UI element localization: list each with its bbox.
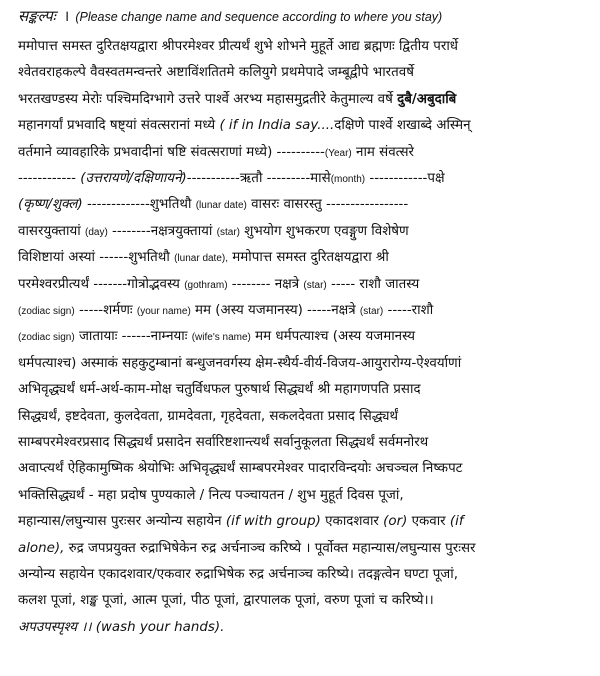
text-segment: (if with group) bbox=[225, 514, 321, 530]
text-line bbox=[18, 192, 584, 218]
text-segment: जातायाः ------नाम्नयाः bbox=[74, 329, 192, 345]
text-line bbox=[18, 562, 584, 588]
heading-note: (Please change name and sequence according to where you stay) bbox=[75, 10, 443, 24]
text-line bbox=[18, 272, 584, 298]
text-segment: (star) bbox=[216, 226, 240, 238]
sankalpa-heading bbox=[18, 6, 442, 30]
heading-separator: । bbox=[63, 7, 70, 25]
text-segment: ------------पक्षे bbox=[365, 171, 445, 186]
text-line bbox=[18, 351, 584, 377]
text-segment: (month) bbox=[330, 174, 366, 185]
text-line bbox=[18, 615, 584, 641]
text-line bbox=[18, 219, 584, 245]
text-segment: ------------ bbox=[18, 171, 81, 186]
text-segment: (wife's name) bbox=[191, 332, 251, 344]
text-line bbox=[18, 113, 584, 139]
text-segment: -------- नक्षत्रे bbox=[227, 276, 304, 292]
text-segment: मम धर्मपत्याश्च (अस्य यजमानस्य bbox=[250, 329, 416, 345]
text-line bbox=[18, 404, 584, 430]
text-line bbox=[18, 430, 584, 456]
text-line bbox=[18, 298, 584, 324]
text-segment: एकवार bbox=[407, 514, 450, 530]
text-segment: मम (अस्य यजमानस्य) -----नक्षत्रे bbox=[190, 303, 360, 318]
text-segment: महानगर्यां प्रभवादि षष्ट्यां संवत्सरानां मध्ये bbox=[18, 118, 220, 134]
text-segment: (star) bbox=[303, 279, 327, 291]
text-segment: -----राशौ bbox=[383, 303, 434, 318]
text-segment: वासरः वासरस्तु ----------------- bbox=[246, 197, 409, 213]
text-segment: दुबै/अबुदाबि bbox=[397, 91, 457, 107]
text-segment: अपउपस्पृश्य ।। (wash your hands). bbox=[18, 619, 225, 635]
text-segment: ----- राशौ जातस्य bbox=[326, 276, 420, 292]
text-line bbox=[18, 166, 584, 192]
text-segment: (Year) bbox=[324, 147, 352, 159]
text-segment: अवाप्त्यर्थं ऐहिकामुष्मिक श्रेयोभिः अभिवृद्ध्यर्थं साम्बपरमेश्वर पादारविन्दयोः अचञ्चल निष्कपट bbox=[18, 461, 463, 477]
text-segment: वासरयुक्तायां bbox=[18, 223, 85, 239]
text-segment: सिद्ध्यर्थं, इष्टदेवता, कुलदेवता, ग्रामदेवता, गृहदेवता, सकलदेवता प्रसाद सिद्ध्यर्थं bbox=[18, 408, 399, 424]
text-line bbox=[18, 34, 584, 60]
text-segment: ममोपात्त समस्त दुरितक्षयद्वारा श्रीपरमेश्वर प्रीत्यर्थं शुभे शोभने मुहूर्ते आद्य ब्रह्मणः द्वितीय परार्धे bbox=[18, 39, 459, 54]
text-segment: alone), bbox=[18, 540, 65, 556]
text-segment: --------नक्षत्रयुक्तायां bbox=[107, 223, 217, 239]
text-segment: रुद्र जपप्रयुक्त रुद्राभिषेकेन रुद्र अर्चनाञ्च करिष्ये । पूर्वोक्त महान्यास/लघुन्यास पुरःसर bbox=[64, 540, 476, 556]
text-segment: (lunar date) bbox=[195, 200, 247, 212]
text-segment: परमेश्वरप्रीत्यर्थं -------गोत्रोद्भवस्य bbox=[18, 276, 185, 292]
text-line bbox=[18, 377, 584, 403]
text-segment: वर्तमाने व्यावहारिके प्रभवादीनां षष्टि संवत्सराणां मध्ये) ---------- bbox=[18, 144, 325, 160]
text-segment: (your name) bbox=[136, 306, 191, 317]
text-line bbox=[18, 483, 584, 509]
text-segment: एकादशवार bbox=[320, 514, 384, 530]
text-segment: विशिष्टायां अस्यां ------शुभतिथौ bbox=[18, 250, 175, 266]
text-segment: शुभयोग शुभकरण एवङ्गुण विशेषेण bbox=[240, 223, 409, 239]
text-segment: (zodiac sign) bbox=[18, 332, 75, 344]
text-segment: कलश पूजां, शङ्ख पूजां, आत्म पूजां, पीठ पूजां, द्वारपालक पूजां, वरुण पूजां च करिष्ये।। bbox=[18, 593, 434, 609]
text-segment: (day) bbox=[84, 226, 108, 238]
text-segment: -----------ऋतौ ---------मासे bbox=[186, 171, 331, 186]
text-segment: श्वेतवराहकल्पे वैवस्वतमन्वन्तरे अष्टाविंशतितमे कलियुगे प्रथमेपादे जम्बूद्वीपे भारतवर्षे bbox=[18, 65, 414, 81]
text-segment: (lunar date), bbox=[174, 253, 229, 265]
text-segment: ममोपात्त समस्त दुरितक्षयद्वारा श्री bbox=[228, 250, 389, 266]
text-segment: (कृष्ण/शुक्ल) bbox=[18, 197, 83, 213]
text-segment: धर्मपत्याश्च) अस्माकं सहकुटुम्बानां बन्धुजनवर्गस्य क्षेम-स्थैर्य-वीर्य-विजय-आयुरारोग्य-ऐश्वर्याणां bbox=[18, 355, 462, 371]
text-segment: महान्यास/लघुन्यास पुरःसर अन्योन्य सहायेन bbox=[18, 514, 226, 530]
text-line bbox=[18, 87, 584, 113]
text-segment: नाम संवत्सरे bbox=[351, 144, 415, 160]
text-segment: अभिवृद्ध्यर्थं धर्म-अर्थ-काम-मोक्ष चतुर्विधफल पुरुषार्थ सिद्ध्यर्थं श्री महागणपति प्रसाद bbox=[18, 382, 421, 398]
text-line bbox=[18, 588, 584, 614]
text-line bbox=[18, 456, 584, 482]
text-line bbox=[18, 140, 584, 166]
text-segment: (or) bbox=[383, 514, 408, 530]
text-segment: (zodiac sign) bbox=[18, 306, 75, 317]
text-line bbox=[18, 245, 584, 271]
heading-sanskrit: सङ्कल्पः bbox=[18, 7, 56, 25]
text-segment: -------------शुभतिथौ bbox=[82, 197, 196, 213]
text-segment: दक्षिणे पार्श्वे शखाब्दे अस्मिन् bbox=[334, 118, 471, 134]
text-segment: भरतखण्डस्य मेरोः पश्चिमदिग्भागे उत्तरे पार्श्वे अरभ्य महासमुद्रतीरे केतुमाल्य वर्षे bbox=[18, 91, 398, 107]
text-line bbox=[18, 324, 584, 350]
text-segment: (star) bbox=[359, 306, 384, 317]
text-segment: (if bbox=[449, 514, 464, 530]
text-segment: (उत्तरायणे/दक्षिणायने) bbox=[80, 171, 187, 186]
text-segment: (gothram) bbox=[184, 279, 228, 291]
text-segment: ( if in India say.... bbox=[219, 118, 335, 134]
text-line bbox=[18, 60, 584, 86]
text-segment: अन्योन्य सहायेन एकादशवार/एकवार रुद्राभिषेक रुद्र अर्चनाञ्च करिष्ये। तदङ्गत्वेन घण्टा पूजां, bbox=[18, 567, 458, 582]
text-line bbox=[18, 509, 584, 535]
text-segment: साम्बपरमेश्वरप्रसाद सिद्ध्यर्थं प्रसादेन सर्वारिष्टशान्त्यर्थं सर्वानुकूलता सिद्ध्यर्थं सर्वमनोरथ bbox=[18, 435, 429, 450]
text-line bbox=[18, 536, 584, 562]
text-segment: भक्तिसिद्ध्यर्थं - महा प्रदोष पुण्यकाले / नित्य पञ्चायतन / शुभ मुहूर्त दिवस पूजां, bbox=[18, 487, 404, 503]
text-segment: -----शर्मणः bbox=[74, 303, 137, 318]
